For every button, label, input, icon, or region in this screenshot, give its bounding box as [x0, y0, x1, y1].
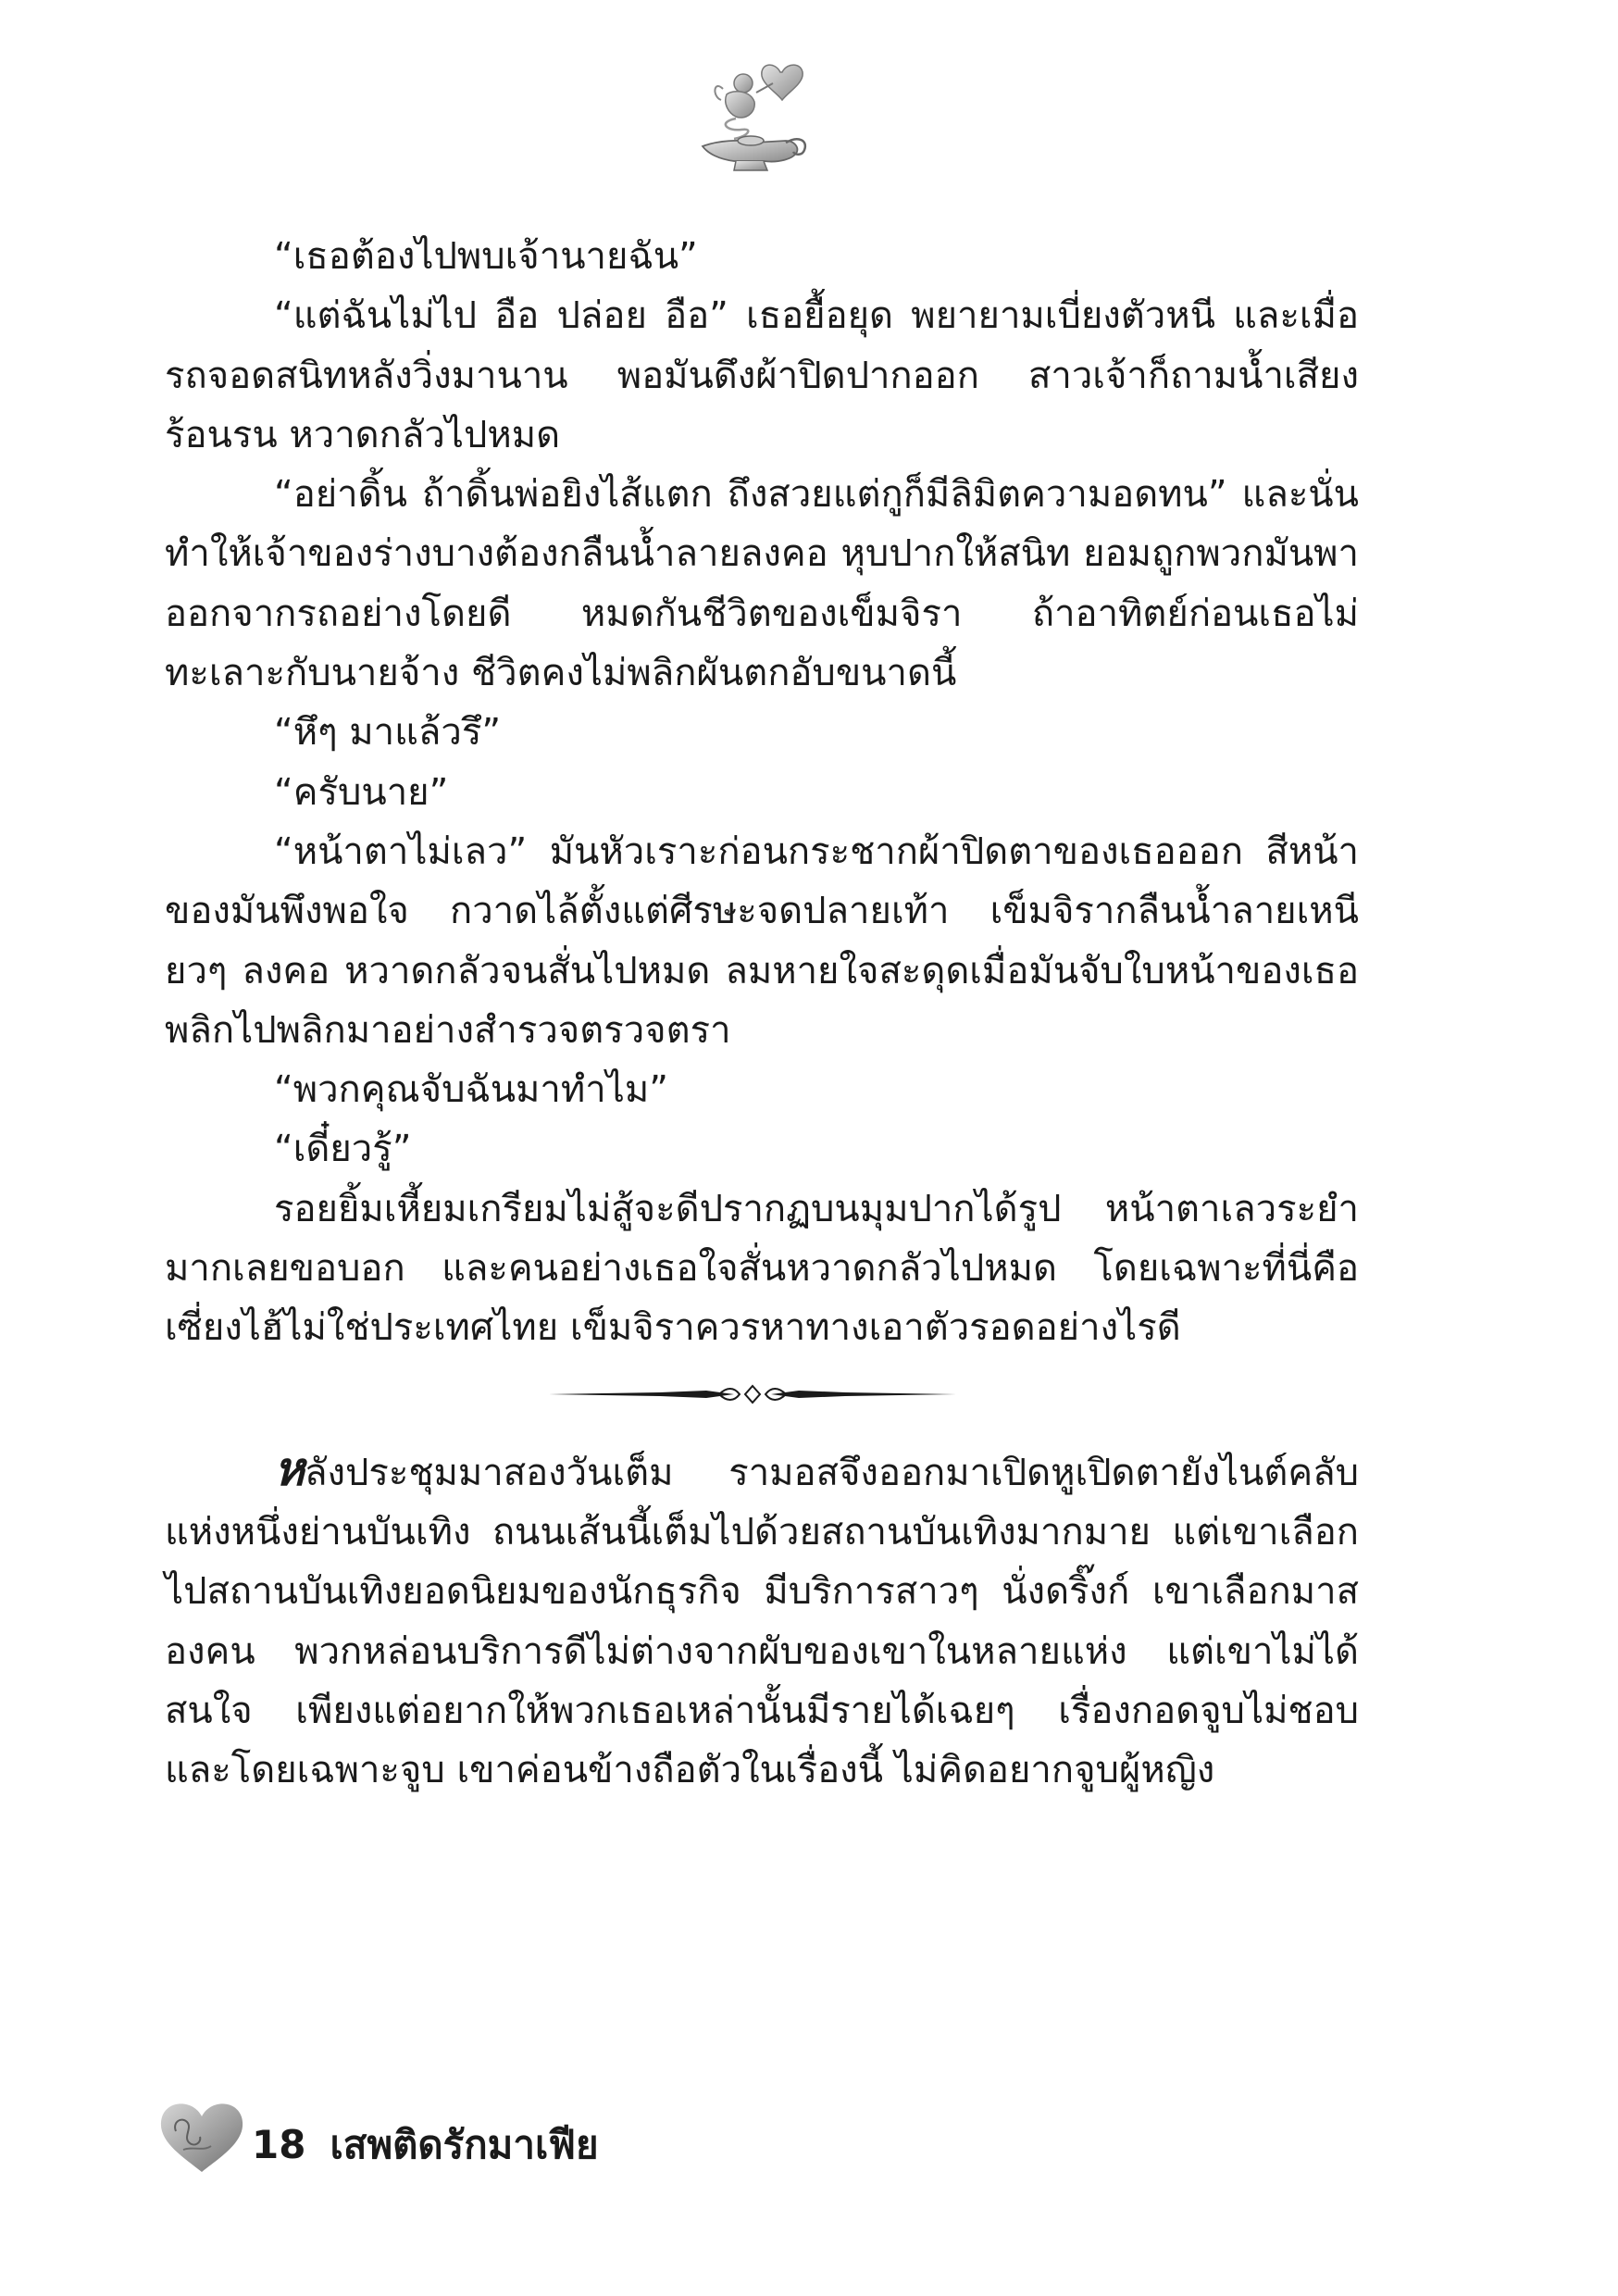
paragraph: “หึๆ มาแล้วรึ” [274, 711, 502, 755]
paragraph: “หน้าตาไม่เลว” มันหัวเราะก่อนกระชากผ้าปิดตาของเธอออก สีหน้าของมันพึงพอใจ กวาดไล้ตั้งแต่ศีรษะจดปลายเท้า เข็มจิรากลืนน้ำลายเหนียวๆ ลงคอ หวาดกลัวจนสั่นไปหมด ลมหายใจสะดุดเมื่อมันจับใบหน้าของเธอพลิกไปพลิกมาอย่างสำรวจตรวจตรา [165, 830, 1359, 1052]
paragraph: “ครับนาย” [274, 770, 449, 814]
page-number: 18 [252, 2122, 306, 2167]
paragraph: รอยยิ้มเหี้ยมเกรียมไม่สู้จะดีปรากฏบนมุมปากได้รูป หน้าตาเลวระยำมากเลยขอบอก และคนอย่างเธอใจสั่นหวาดกลัวไปหมด โดยเฉพาะที่นี่คือเซี่ยงไฮ้ไม่ใช่ประเทศไทย เข็มจิราควรหาทางเอาตัวรอดอย่างไรดี [165, 1187, 1359, 1350]
paragraph: “เดี๋ยวรู้” [274, 1128, 412, 1171]
book-title: เสพติดรักมาเฟีย [330, 2122, 599, 2167]
drop-letter: ห [274, 1441, 305, 1496]
heart-icon [156, 2094, 248, 2176]
paragraph: “อย่าดิ้น ถ้าดิ้นพ่อยิงไส้แตก ถึงสวยแต่กูก็มีลิมิตความอดทน” และนั่นทำให้เจ้าของร่างบางต้องกลืนน้ำลายลงคอ หุบปากให้สนิท ยอมถูกพวกมันพาออกจากรถอย่างโดยดี หมดกันชีวิตของเข็มจิรา ถ้าอาทิตย์ก่อนเธอไม่ทะเลาะกับนายจ้าง ชีวิตคงไม่พลิกผันตกอับขนาดนี้ [165, 473, 1359, 695]
footer-label [252, 2115, 599, 2176]
cupid-lamp-icon [690, 56, 819, 176]
scroll-divider-icon [549, 1382, 956, 1406]
section-divider [165, 1358, 1359, 1440]
paragraph: “เธอต้องไปพบเจ้านายฉัน” [274, 235, 698, 278]
paragraph: “พวกคุณจับฉันมาทำไม” [274, 1068, 668, 1112]
paragraph-text: ลังประชุมมาสองวันเต็ม รามอสจึงออกมาเปิดหูเปิดตายังไนต์คลับแห่งหนึ่งย่านบันเทิง ถนนเส้นนี้เต็มไปด้วยสถานบันเทิงมากมาย แต่เขาเลือกไปสถานบันเทิงยอดนิยมของนักธุรกิจ มีบริการสาวๆ นั่งดริ๊งก์ เขาเลือกมาสองคน พวกหล่อนบริการดีไม่ต่างจากผับของเขาในหลายแห่ง แต่เขาไม่ได้สนใจ เพียงแต่อยากให้พวกเธอเหล่านั้นมีรายได้เฉยๆ เรื่องกอดจูบไม่ชอบ และโดยเฉพาะจูบ เขาค่อนข้างถือตัวในเรื่องนี้ ไม่คิดอยากจูบผู้หญิง [165, 1451, 1359, 1792]
page-footer [156, 2094, 989, 2177]
paragraph: “แต่ฉันไม่ไป อือ ปล่อย อือ” เธอยื้อยุด พยายามเบี่ยงตัวหนี และเมื่อรถจอดสนิทหลังวิ่งมานาน พอมันดึงผ้าปิดปากออก สาวเจ้าก็ถามน้ำเสียงร้อนรน หวาดกลัวไปหมด [165, 294, 1359, 456]
body-text [165, 227, 1359, 1800]
paragraph-section-start [165, 1440, 1359, 1801]
